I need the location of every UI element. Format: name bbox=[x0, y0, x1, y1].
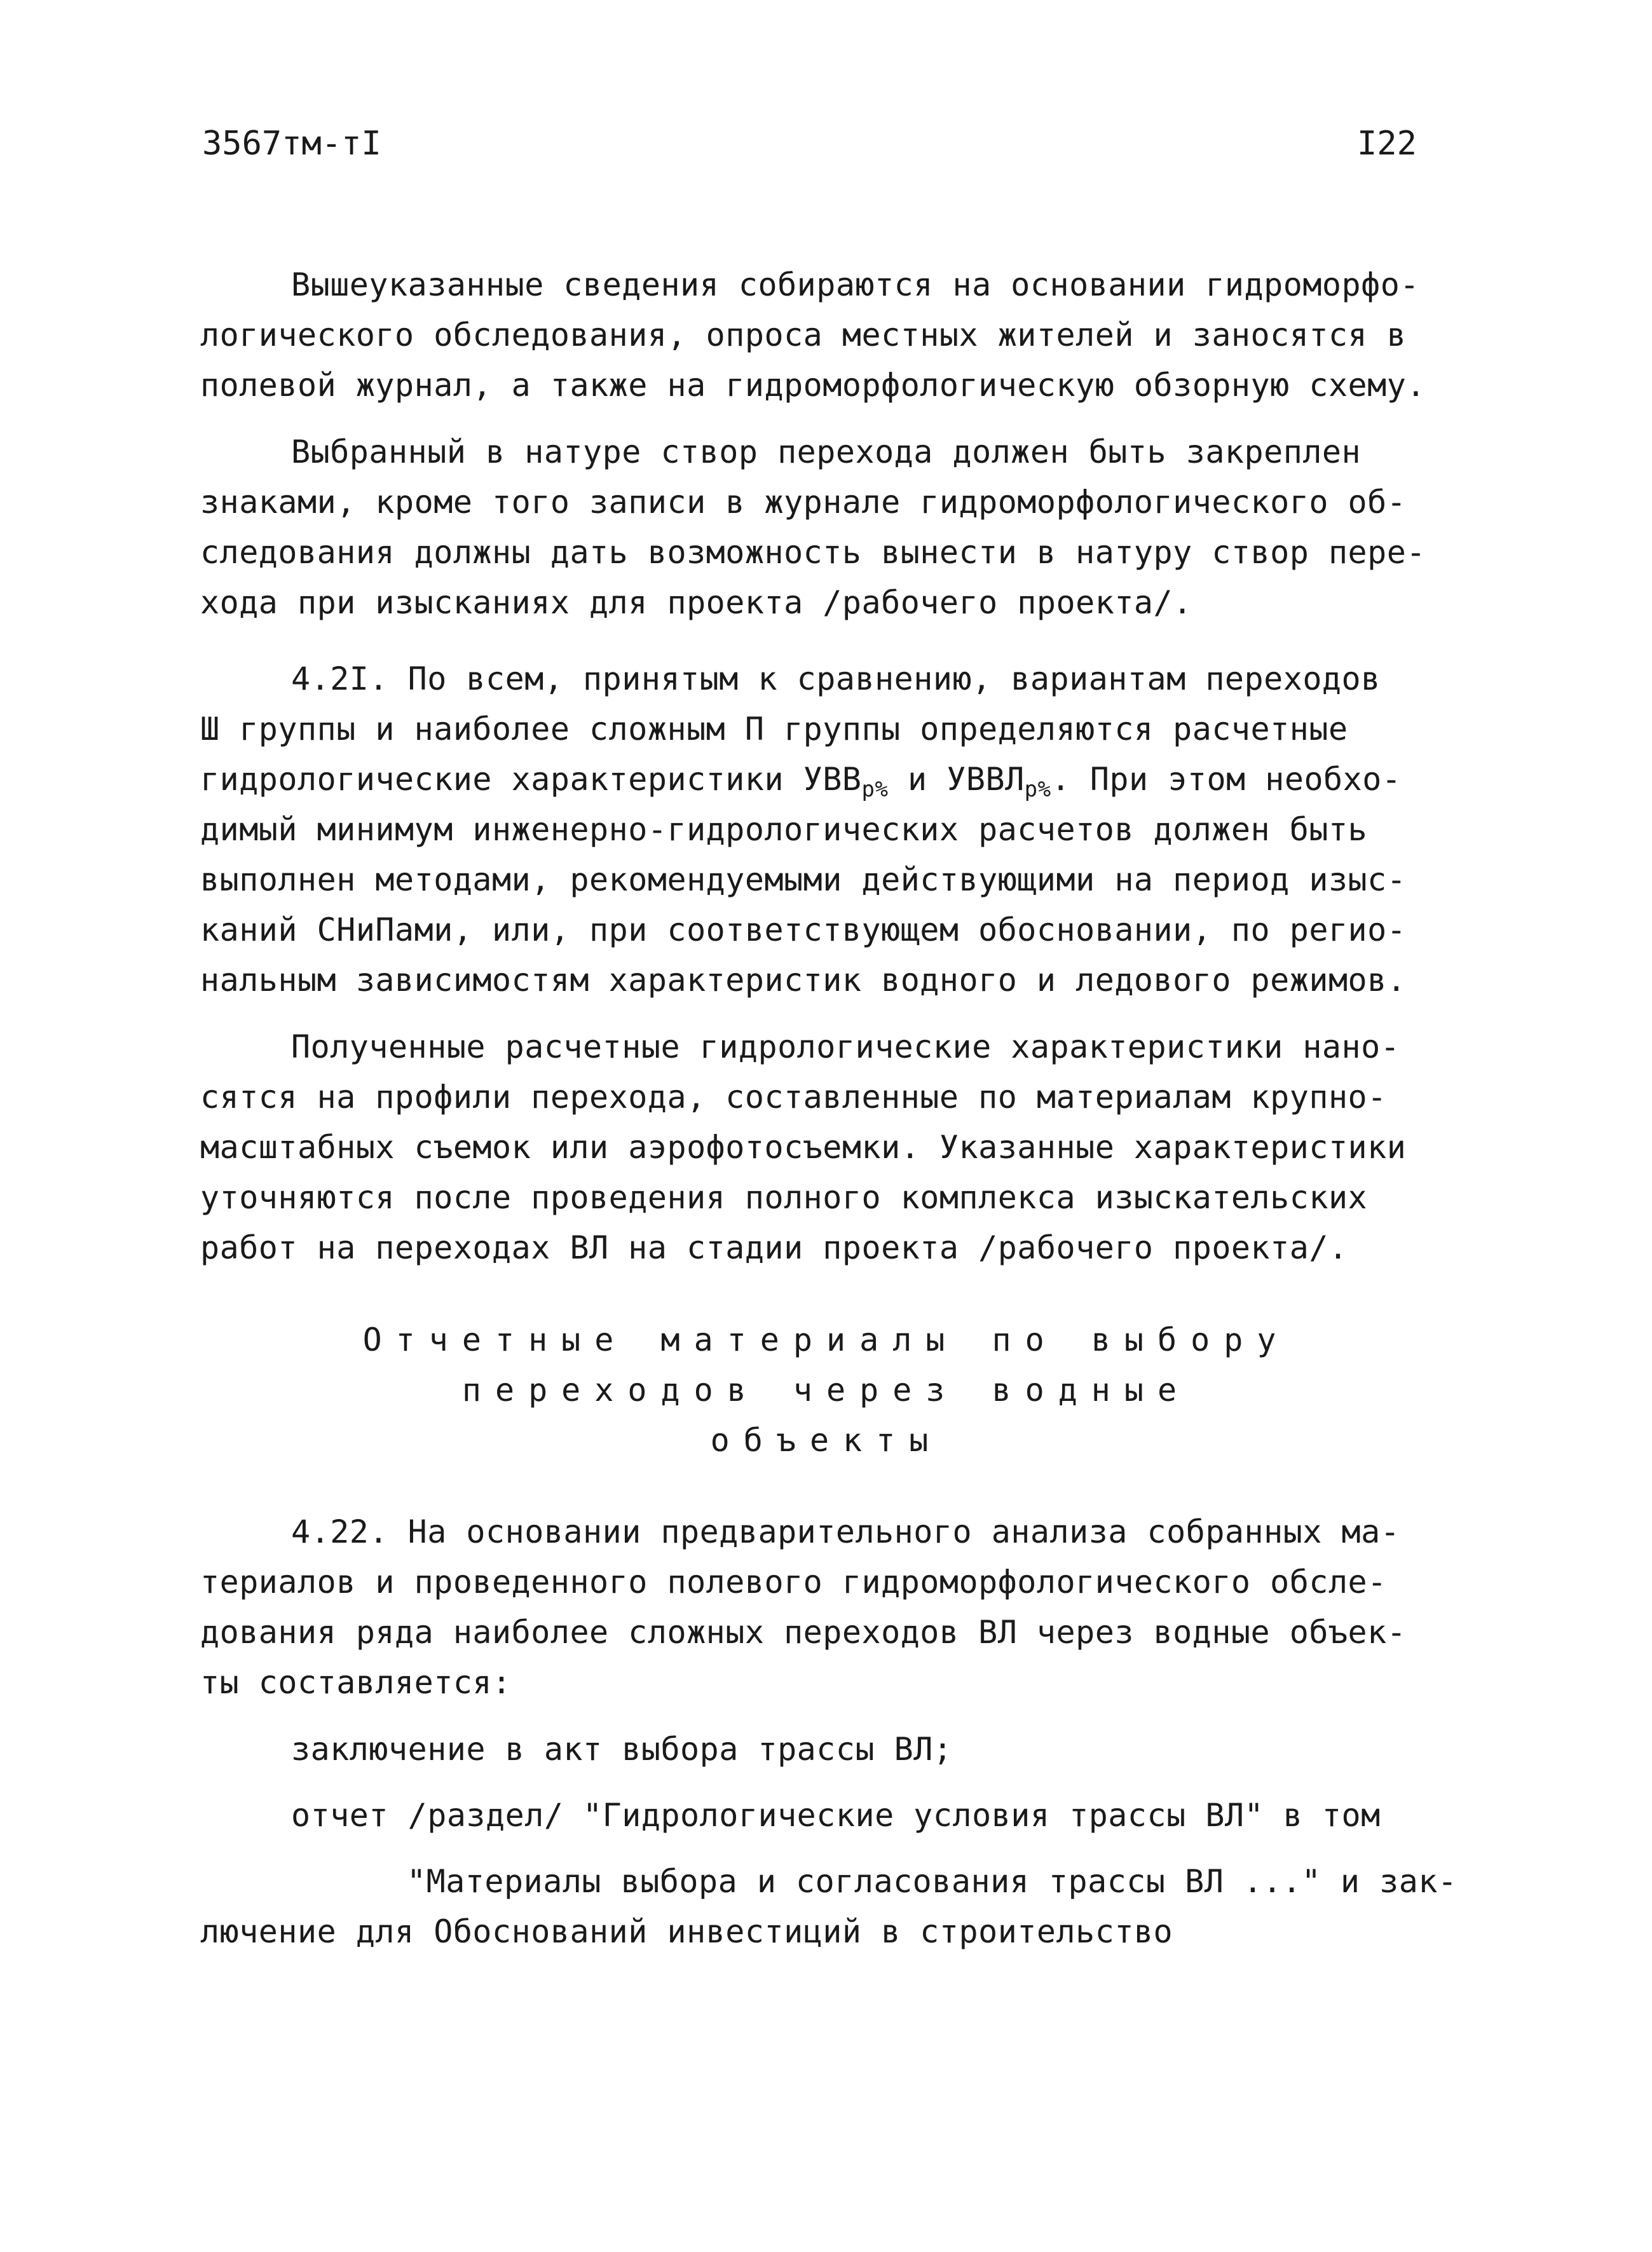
paragraph-3-line-5: выполнен методами, рекомендуемыми действующими на период изыс- bbox=[200, 861, 1407, 898]
paragraph-2-line-1: Выбранный в натуре створ перехода должен быть закреплен bbox=[291, 433, 1362, 470]
paragraph-5-line-3: дования ряда наиболее сложных переходов ВЛ через водные объек- bbox=[200, 1614, 1407, 1651]
paragraph-1-line-2: логического обследования, опроса местных жителей и заносятся в bbox=[200, 317, 1407, 353]
line-text: гидрологические характеристики УВВ bbox=[200, 761, 862, 798]
line-text: и УВВЛ bbox=[888, 761, 1025, 798]
subscript-percent: р% bbox=[861, 777, 889, 802]
paragraph-2-line-3: следования должны дать возможность вынести в натуру створ пере- bbox=[200, 534, 1426, 571]
paragraph-7-line-2: "Материалы выбора и согласования трассы ВЛ ..." и зак- bbox=[407, 1863, 1457, 1900]
paragraph-1-line-1: Вышеуказанные сведения собираются на основании гидроморфо- bbox=[291, 266, 1419, 303]
paragraph-1-line-3: полевой журнал, а также на гидроморфологическую обзорную схему. bbox=[200, 367, 1426, 404]
paragraph-7-line-1: отчет /раздел/ "Гидрологические условия трассы ВЛ" в том bbox=[291, 1797, 1381, 1834]
subscript-percent: р% bbox=[1024, 777, 1051, 802]
section-heading-line-3: объекты bbox=[710, 1422, 943, 1459]
paragraph-3-line-4: димый минимум инженерно-гидрологических расчетов должен быть bbox=[200, 811, 1368, 848]
line-text: . При этом необхо- bbox=[1051, 761, 1402, 798]
paragraph-3-line-1: 4.2I. По всем, принятым к сравнению, вариантам переходов bbox=[291, 660, 1381, 697]
paragraph-5-line-1: 4.22. На основании предварительного анализа собранных ма- bbox=[291, 1513, 1400, 1550]
section-heading-line-2: переходов через водные bbox=[461, 1372, 1191, 1409]
paragraph-2-line-4: хода при изысканиях для проекта /рабочего проекта/. bbox=[200, 584, 1192, 621]
document-code: 3567тм-тI bbox=[202, 125, 381, 163]
paragraph-3-line-2: Ш группы и наиболее сложным П группы определяются расчетные bbox=[200, 711, 1348, 747]
paragraph-3-line-3 bbox=[200, 760, 1402, 802]
paragraph-2-line-2: знаками, кроме того записи в журнале гидроморфологического об- bbox=[200, 484, 1407, 521]
paragraph-4-line-4: уточняются после проведения полного комплекса изыскательских bbox=[200, 1179, 1368, 1216]
paragraph-3-line-6: каний СНиПами, или, при соответствующем обосновании, по регио- bbox=[200, 911, 1407, 948]
paragraph-4-line-2: сятся на профили перехода, составленные по материалам крупно- bbox=[200, 1079, 1387, 1116]
paragraph-3-line-7: нальным зависимостям характеристик водного и ледового режимов. bbox=[200, 962, 1407, 999]
paragraph-5-line-2: териалов и проведенного полевого гидроморфологического обсле- bbox=[200, 1564, 1387, 1600]
page-number: I22 bbox=[1357, 125, 1417, 163]
paragraph-7-line-3: лючение для Обоснований инвестиций в строительство bbox=[200, 1913, 1173, 1950]
paragraph-4-line-3: масштабных съемок или аэрофотосъемки. Указанные характеристики bbox=[200, 1129, 1407, 1166]
paragraph-4-line-1: Полученные расчетные гидрологические характеристики нано- bbox=[291, 1028, 1400, 1065]
paragraph-6: заключение в акт выбора трассы ВЛ; bbox=[291, 1731, 953, 1768]
paragraph-4-line-5: работ на переходах ВЛ на стадии проекта /рабочего проекта/. bbox=[200, 1229, 1348, 1266]
paragraph-5-line-4: ты составляется: bbox=[200, 1664, 512, 1701]
section-heading-line-1: Отчетные материалы по выбору bbox=[362, 1321, 1290, 1358]
